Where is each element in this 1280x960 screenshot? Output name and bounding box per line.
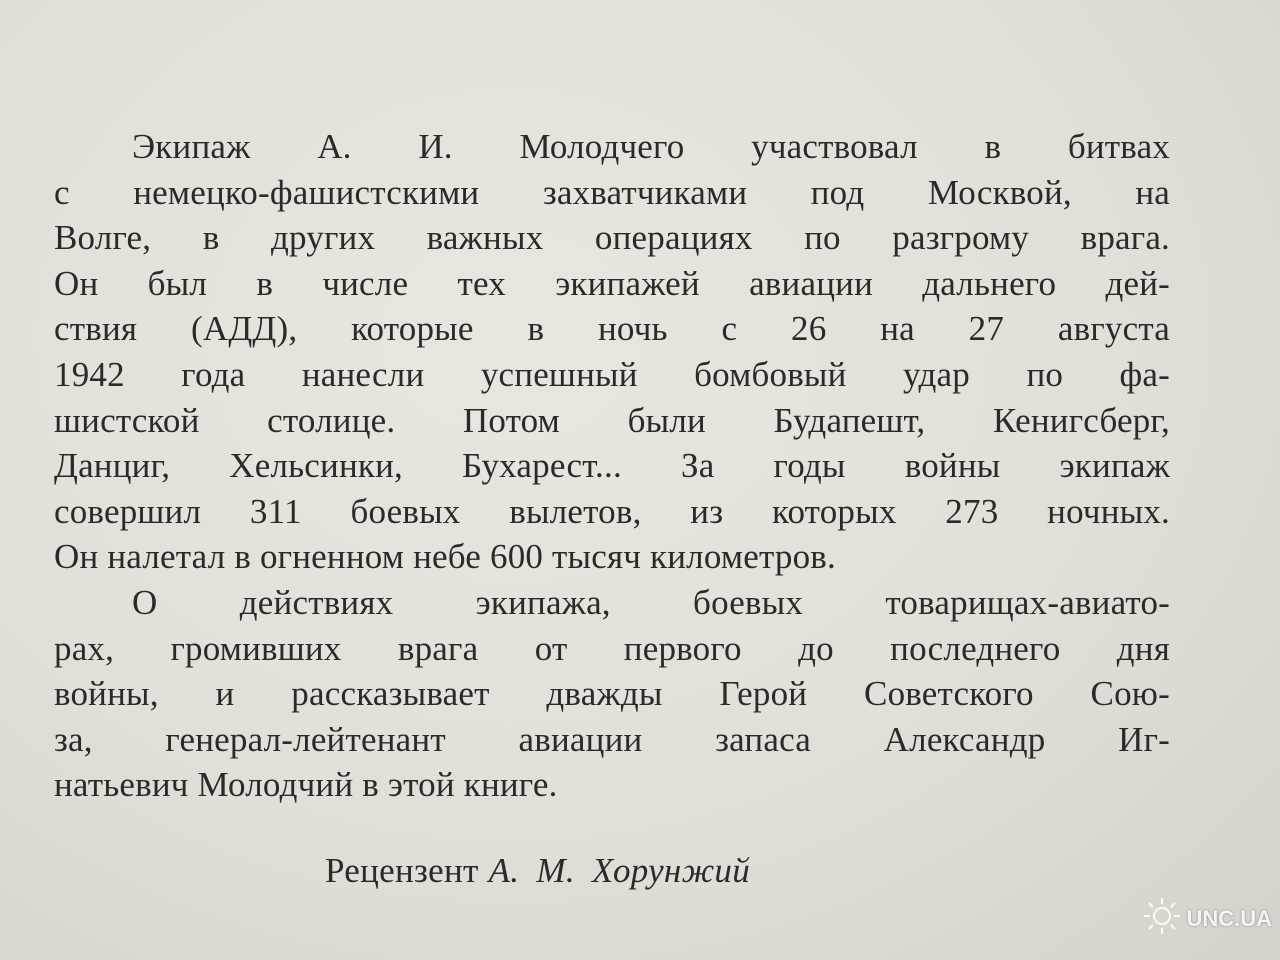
paragraph-2-line: натьевич Молодчий в этой книге. <box>54 765 558 805</box>
paragraph-1-line: Экипаж А. И. Молодчего участвовал в битвах <box>132 127 1170 166</box>
paragraph-1-line: ствия (АДД), которые в ночь с 26 на 27 августа <box>54 309 1170 349</box>
paragraph-1-line: 1942 года нанесли успешный бомбовый удар по фа- <box>54 354 1170 394</box>
paragraph-1-line: Он налетал в огненном небе 600 тысяч километров. <box>54 537 836 577</box>
paragraph-1-line: Он был в числе тех экипажей авиации дальнего дей- <box>54 263 1170 303</box>
paragraph-2-line: О действиях экипажа, боевых товарищах-авиато- <box>132 582 1170 622</box>
paragraph-1-line: Данциг, Хельсинки, Бухарест... За годы войны экипаж <box>54 446 1170 486</box>
watermark-text: UNC.UA <box>1186 906 1272 931</box>
paragraph-2-line: войны, и рассказывает дважды Герой Советского Сою- <box>54 674 1170 714</box>
paragraph-2-line: за, генерал-лейтенант авиации запаса Александр Иг- <box>54 719 1170 759</box>
paragraph-1-line: совершил 311 боевых вылетов, из которых 273 ночных. <box>54 491 1170 531</box>
sunburst-logo-icon <box>1142 896 1182 942</box>
paragraph-1-line: шистской столице. Потом были Будапешт, Кенигсберг, <box>54 400 1170 440</box>
reviewer-label: Рецензент <box>325 851 479 890</box>
reviewer-name: А. М. Хорунжий <box>488 851 751 890</box>
book-annotation <box>54 124 1170 808</box>
watermark <box>1142 896 1272 942</box>
paragraph-1-line: с немецко-фашистскими захватчиками под Москвой, на <box>54 172 1170 212</box>
paragraph-2-line: рах, громивших врага от первого до последнего дня <box>54 628 1170 668</box>
reviewer-credit <box>325 848 750 893</box>
paragraph-1-line: Волге, в других важных операциях по разгрому врага. <box>54 218 1170 258</box>
